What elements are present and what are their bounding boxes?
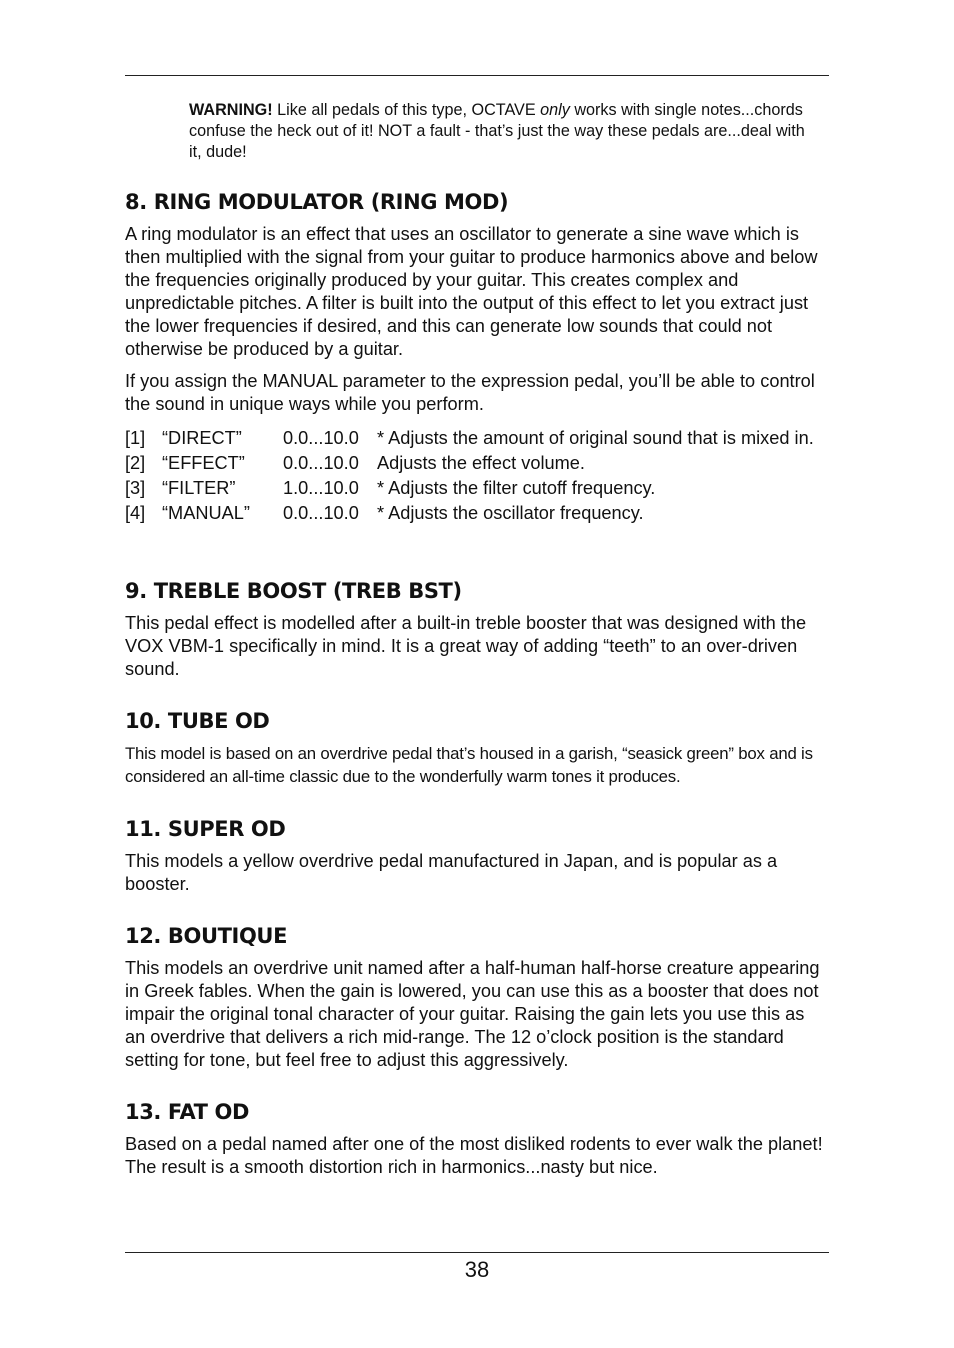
section-fat-od <box>125 1099 829 1179</box>
section-boutique <box>125 923 829 1072</box>
paragraph: This models an overdrive unit named after a half-human half-horse creature appearing in Greek fables. When the gain is lowered, you can use this as a booster that does not impair the original tonal character of your guitar. Raising the gain lets you use this as an overdrive that delivers a rich mid-range. The 12 o’clock position is the standard setting for tone, but feel free to adjust this aggressively. <box>125 958 820 1070</box>
param-description: * Adjusts the filter cutoff frequency. <box>377 478 656 498</box>
parameter-list <box>125 427 829 525</box>
parameter-row <box>125 452 829 475</box>
paragraph: This models a yellow overdrive pedal manufactured in Japan, and is popular as a booster. <box>125 851 778 894</box>
param-range: 0.0...10.0 <box>283 503 359 523</box>
top-rule <box>125 75 829 76</box>
paragraph: A ring modulator is an effect that uses an oscillator to generate a sine wave which is then multiplied with the signal from your guitar to produce harmonics above and below the frequencies originally produced by your guitar. This creates complex and unpredictable pitches. A filter is built into the output of this effect to let you extract just the lower frequencies if desired, and this can generate low sounds that could not otherwise be produced by a guitar. <box>125 224 818 359</box>
param-range: 1.0...10.0 <box>283 478 359 498</box>
section-heading: 13. FAT OD <box>125 1100 249 1124</box>
param-index: [1] <box>125 428 146 448</box>
param-description: Adjusts the effect volume. <box>377 453 585 473</box>
param-index: [4] <box>125 503 146 523</box>
parameter-row <box>125 427 829 450</box>
param-range: 0.0...10.0 <box>283 453 359 473</box>
warning-note <box>189 100 814 163</box>
param-index: [2] <box>125 453 146 473</box>
section-heading: 12. BOUTIQUE <box>125 924 288 948</box>
warning-label: WARNING! <box>189 101 273 119</box>
param-name: “MANUAL” <box>162 503 250 523</box>
page-number: 38 <box>464 1257 490 1282</box>
warning-emphasis: only <box>540 101 570 119</box>
param-name: “FILTER” <box>162 478 236 498</box>
section-heading: 8. RING MODULATOR (RING MOD) <box>125 190 509 214</box>
param-description: * Adjusts the amount of original sound that is mixed in. <box>377 428 814 448</box>
param-name: “EFFECT” <box>162 453 245 473</box>
param-name: “DIRECT” <box>162 428 242 448</box>
param-description: * Adjusts the oscillator frequency. <box>377 503 644 523</box>
paragraph: Based on a pedal named after one of the most disliked rodents to ever walk the planet! The result is a smooth distortion rich in harmonics...nasty but nice. <box>125 1134 823 1177</box>
paragraph: This model is based on an overdrive pedal that’s housed in a garish, “seasick green” box and is considered an all-time classic due to the wonderfully warm tones it produces. <box>125 744 813 786</box>
section-heading: 9. TREBLE BOOST (TREB BST) <box>125 579 462 603</box>
parameter-row <box>125 477 829 500</box>
section-treble-boost <box>125 578 829 681</box>
warning-text-before: Like all pedals of this type, OCTAVE <box>272 101 541 119</box>
parameter-row <box>125 502 829 525</box>
section-super-od <box>125 816 829 896</box>
paragraph: If you assign the MANUAL parameter to the expression pedal, you’ll be able to control the sound in unique ways while you perform. <box>125 371 815 414</box>
section-ring-mod <box>125 189 829 527</box>
param-index: [3] <box>125 478 146 498</box>
bottom-rule <box>125 1252 829 1253</box>
section-heading: 11. SUPER OD <box>125 817 286 841</box>
warning-text-after: works with single notes...chords confuse the heck out of it! NOT a fault - that’s just the way these pedals are...deal with it, dude! <box>189 101 805 161</box>
section-tube-od <box>125 708 829 788</box>
param-range: 0.0...10.0 <box>283 428 359 448</box>
paragraph: This pedal effect is modelled after a built-in treble booster that was designed with the VOX VBM-1 specifically in mind. It is a great way of adding “teeth” to an over-driven sound. <box>125 613 807 679</box>
section-heading: 10. TUBE OD <box>125 709 270 733</box>
